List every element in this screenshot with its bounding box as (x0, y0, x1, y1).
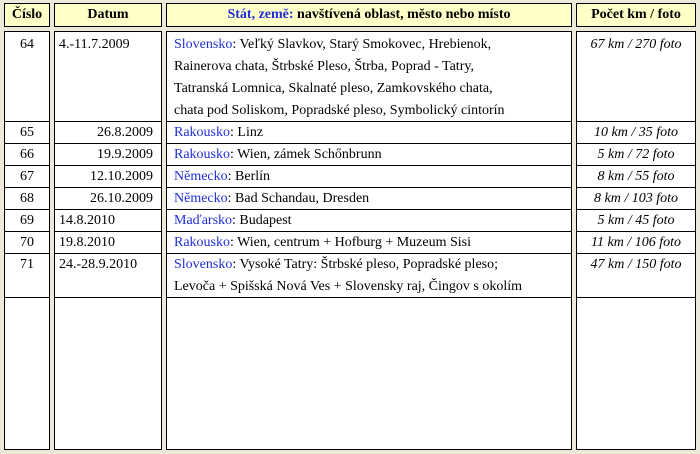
row-date: 4.-11.7.2009 (59, 37, 130, 52)
row-country: Maďarsko (174, 213, 233, 228)
column-datum (54, 31, 162, 450)
header-stat (166, 3, 572, 27)
header-datum: Datum (54, 3, 162, 27)
row-stats: 67 km / 270 foto (590, 37, 682, 52)
row-number: 66 (20, 147, 34, 162)
header-stat-rest: navštívená oblast, město nebo místo (293, 7, 511, 22)
row-divider (577, 297, 695, 298)
row-country: Slovensko (174, 257, 233, 272)
column-place (166, 31, 572, 450)
row-stats: 5 km / 72 foto (597, 147, 675, 162)
row-stats: 8 km / 103 foto (594, 191, 678, 206)
row-number: 69 (20, 213, 34, 228)
row-place-continuation (174, 78, 493, 100)
row-date: 19.9.2009 (97, 147, 153, 162)
row-number: 71 (20, 257, 34, 272)
row-place-text: Levoča + Spišská Nová Ves + Slovensky raj, Čingov s okolím (174, 279, 523, 294)
row-stats: 11 km / 106 foto (591, 235, 681, 250)
row-place-text: : Linz (230, 125, 264, 140)
row-stats: 10 km / 35 foto (594, 125, 678, 140)
row-number: 67 (20, 169, 34, 184)
row-divider (55, 297, 161, 298)
row-place-text: Rainerova chata, Štrbské Pleso, Štrba, Poprad - Tatry, (174, 59, 474, 74)
row-place (174, 34, 491, 56)
row-place (174, 122, 263, 144)
column-pocet (576, 31, 696, 450)
column-cislo (4, 31, 50, 450)
row-place-continuation (174, 56, 474, 78)
row-country: Rakousko (174, 147, 230, 162)
header-pocet: Počet km / foto (576, 3, 696, 27)
row-country: Rakousko (174, 125, 230, 140)
row-place (174, 166, 270, 188)
row-date: 24.-28.9.2010 (59, 257, 138, 272)
row-number: 65 (20, 125, 34, 140)
row-place-continuation (174, 100, 505, 122)
row-place (174, 144, 382, 166)
row-place-text: : Wien, centrum + Hofburg + Muzeum Sisi (230, 235, 472, 250)
row-stats: 47 km / 150 foto (590, 257, 682, 272)
row-place-text: : Vysoké Tatry: Štrbské pleso, Popradské pleso; (232, 257, 498, 272)
row-date: 14.8.2010 (59, 213, 115, 228)
header-cislo: Číslo (4, 3, 50, 27)
row-stats: 5 km / 45 foto (597, 213, 675, 228)
row-divider (5, 297, 49, 298)
row-place (174, 254, 498, 276)
row-country: Slovensko (174, 37, 233, 52)
row-stats: 8 km / 55 foto (597, 169, 675, 184)
row-date: 19.8.2010 (59, 235, 115, 250)
row-place (174, 188, 369, 210)
row-place-text: : Wien, zámek Schőnbrunn (230, 147, 382, 162)
row-number: 70 (20, 235, 34, 250)
row-number: 68 (20, 191, 34, 206)
header-stat-country: Stát, země: (227, 7, 294, 22)
row-place-text: Tatranská Lomnica, Skalnaté pleso, Zamkovského chata, (174, 81, 493, 96)
row-place (174, 210, 292, 232)
row-date: 26.8.2009 (97, 125, 153, 140)
row-country: Německo (174, 191, 228, 206)
row-place-continuation (174, 276, 522, 298)
row-date: 12.10.2009 (90, 169, 153, 184)
row-place-text: : Budapest (232, 213, 292, 228)
row-country: Německo (174, 169, 228, 184)
row-date: 26.10.2009 (90, 191, 153, 206)
row-number: 64 (20, 37, 34, 52)
row-place-text: : Bad Schandau, Dresden (227, 191, 370, 206)
row-divider (167, 297, 571, 298)
row-place (174, 232, 471, 254)
row-place-text: chata pod Soliskom, Popradské pleso, Symbolický cintorín (174, 103, 505, 118)
row-place-text: : Berlín (227, 169, 271, 184)
row-country: Rakousko (174, 235, 230, 250)
row-place-text: : Veľký Slavkov, Starý Smokovec, Hrebienok, (232, 37, 492, 52)
